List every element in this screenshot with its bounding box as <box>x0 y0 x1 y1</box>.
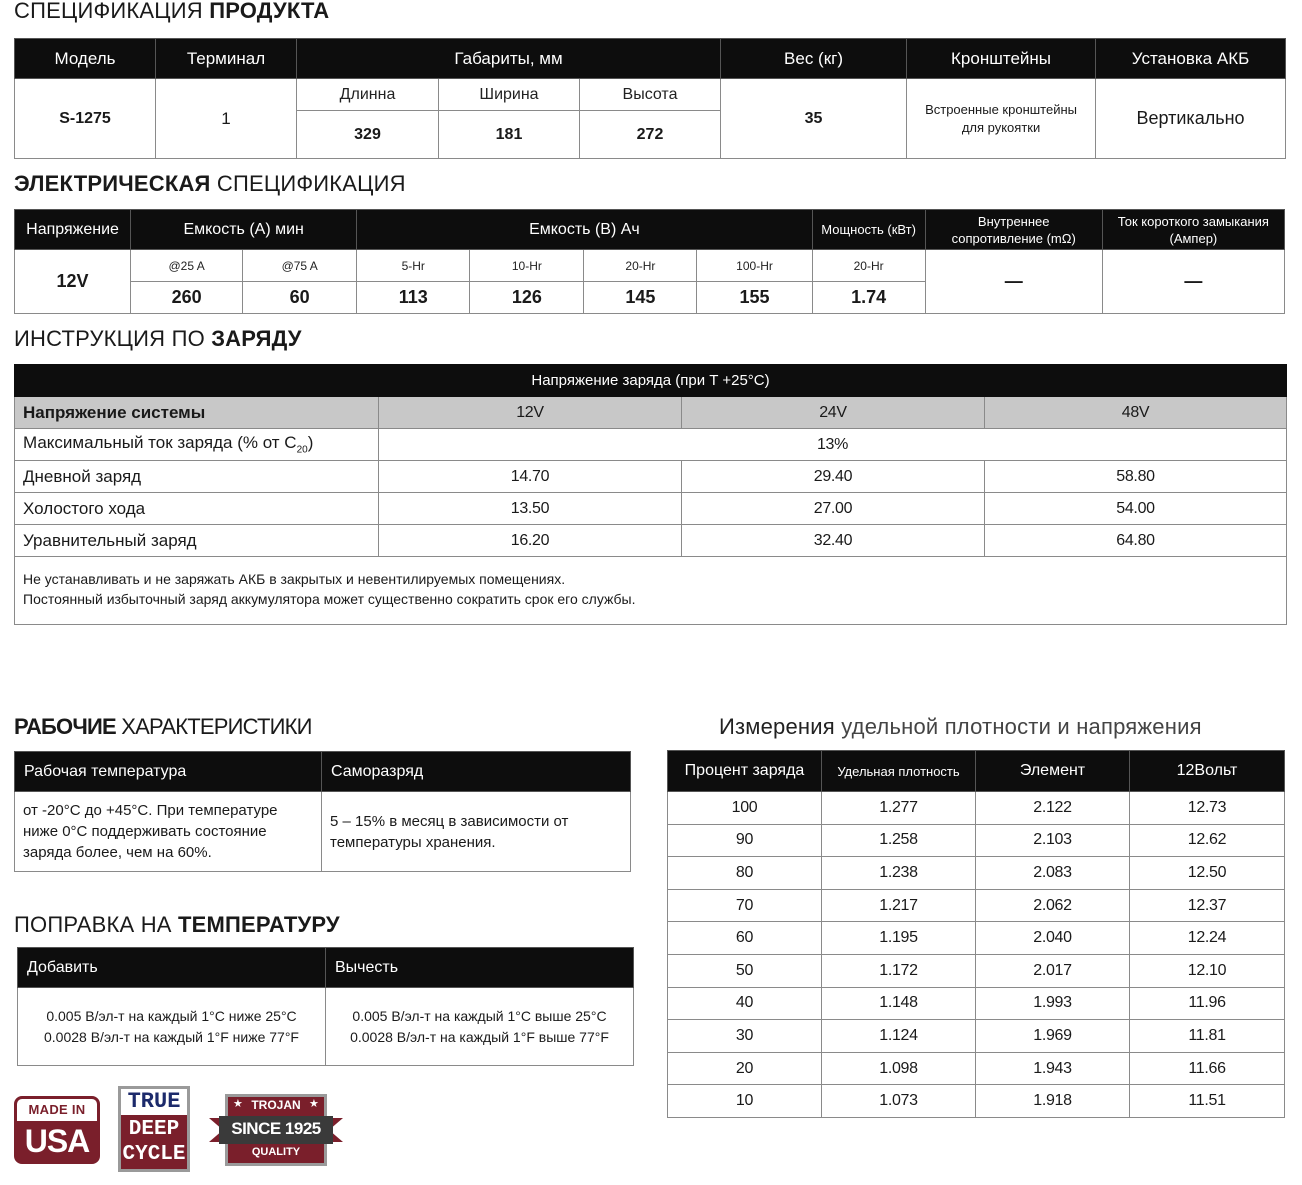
operating-temp-text: от -20°C до +45°C. При температуре ниже 0°C поддерживать состояние заряда более, чем на 60%. <box>15 792 322 872</box>
star-icon: ★ <box>233 1098 243 1110</box>
charging-title: ИНСТРУКЦИЯ ПО ЗАРЯДУ <box>14 326 302 351</box>
subtract-text: 0.005 В/эл-т на каждый 1°C выше 25°C 0.0028 В/эл-т на каждый 1°F выше 77°F <box>326 988 634 1066</box>
density-cell: 1.258 <box>822 824 976 857</box>
percent-cell: 20 <box>668 1052 822 1085</box>
volt-cell: 12.73 <box>1130 792 1285 825</box>
sub-header: @25 A <box>131 250 243 282</box>
true-deep-cycle-logo: TRUE DEEP CYCLE <box>118 1086 190 1172</box>
sub-header: 5-Hr <box>357 250 470 282</box>
cap-a-value: 260 <box>131 282 243 314</box>
volt-cell: 11.66 <box>1130 1052 1285 1085</box>
density-cell: 1.148 <box>822 987 976 1020</box>
max-current-label: Максимальный ток заряда (% от $C_{20}$) <box>15 429 379 461</box>
header-model: Модель <box>15 39 156 79</box>
operating-title: РАБОЧИЕ ХАРАКТЕРИСТИКИ <box>14 714 312 739</box>
percent-cell: 80 <box>668 857 822 890</box>
charge-value: 58.80 <box>985 461 1287 493</box>
density-table <box>667 750 1285 1118</box>
header-short-circuit: Ток короткого замыкания (Ампер) <box>1102 210 1284 250</box>
header-12v: 12Вольт <box>1130 751 1285 792</box>
header-density: Удельная плотность <box>822 751 976 792</box>
table-row <box>668 1052 1285 1085</box>
model-value: S-1275 <box>15 79 156 159</box>
trojan-since-1925-logo: TROJAN SINCE 1925 QUALITY ★ ★ <box>209 1094 343 1166</box>
density-title: Измерения удельной плотности и напряжения <box>719 714 1202 739</box>
temp-correction-title: ПОПРАВКА НА ТЕМПЕРАТУРУ <box>14 912 340 937</box>
density-cell: 1.124 <box>822 1020 976 1053</box>
density-cell: 1.195 <box>822 922 976 955</box>
deep-cycle-band: DEEP CYCLE <box>121 1115 187 1169</box>
element-cell: 2.122 <box>976 792 1130 825</box>
charge-voltage-header: Напряжение заряда (при T +25°C) <box>15 365 1287 397</box>
cap-b-value: 113 <box>357 282 470 314</box>
sub-header: 20-Hr <box>812 250 925 282</box>
table-row <box>668 987 1285 1020</box>
dim-width-header: Ширина <box>439 79 580 111</box>
volt-cell: 12.62 <box>1130 824 1285 857</box>
install-value: Вертикально <box>1096 79 1286 159</box>
electrical-spec-title: ЭЛЕКТРИЧЕСКАЯ СПЕЦИФИКАЦИЯ <box>14 171 406 196</box>
density-cell: 1.073 <box>822 1085 976 1118</box>
table-row <box>668 954 1285 987</box>
element-cell: 1.969 <box>976 1020 1130 1053</box>
percent-cell: 100 <box>668 792 822 825</box>
element-cell: 1.918 <box>976 1085 1130 1118</box>
dim-height-header: Высота <box>580 79 721 111</box>
add-text: 0.005 В/эл-т на каждый 1°C ниже 25°C 0.0028 В/эл-т на каждый 1°F ниже 77°F <box>18 988 326 1066</box>
weight-value: 35 <box>721 79 907 159</box>
charge-value: 27.00 <box>682 493 985 525</box>
header-voltage: Напряжение <box>15 210 131 250</box>
cap-a-value: 60 <box>243 282 357 314</box>
element-cell: 1.993 <box>976 987 1130 1020</box>
charge-row-label: Холостого хода <box>15 493 379 525</box>
header-dimensions: Габариты, мм <box>297 39 721 79</box>
header-operating-temp: Рабочая температура <box>15 752 322 792</box>
charge-row-label: Уравнительный заряд <box>15 525 379 557</box>
self-discharge-text: 5 – 15% в месяц в зависимости от температуры хранения. <box>322 792 631 872</box>
cap-b-value: 145 <box>584 282 697 314</box>
sub-header: @75 A <box>243 250 357 282</box>
max-current-value: 13% <box>379 429 1287 461</box>
percent-cell: 50 <box>668 954 822 987</box>
element-cell: 2.083 <box>976 857 1130 890</box>
percent-cell: 70 <box>668 889 822 922</box>
header-subtract: Вычесть <box>326 948 634 988</box>
operating-table <box>14 751 631 872</box>
percent-cell: 90 <box>668 824 822 857</box>
header-percent: Процент заряда <box>668 751 822 792</box>
sub-header: 100-Hr <box>697 250 812 282</box>
density-cell: 1.098 <box>822 1052 976 1085</box>
voltage-value: 12V <box>15 250 131 314</box>
table-row <box>668 857 1285 890</box>
star-icon: ★ <box>309 1098 319 1110</box>
header-capacity-a: Емкость (A) мин <box>131 210 357 250</box>
system-voltage: 12V <box>379 397 682 429</box>
header-capacity-b: Емкость (B) Ач <box>357 210 812 250</box>
charge-row-label: Дневной заряд <box>15 461 379 493</box>
volt-cell: 11.51 <box>1130 1085 1285 1118</box>
product-spec-table <box>14 38 1286 159</box>
height-value: 272 <box>580 111 721 159</box>
table-row <box>668 824 1285 857</box>
header-resistance: Внутреннее сопротивление (mΩ) <box>925 210 1102 250</box>
charge-value: 13.50 <box>379 493 682 525</box>
element-cell: 2.103 <box>976 824 1130 857</box>
charging-note: Не устанавливать и не заряжать АКБ в закрытых и невентилируемых помещениях. Постоянный избыточный заряд аккумулятора может существенно сократить срок его службы. <box>15 557 1287 625</box>
header-install: Установка АКБ <box>1096 39 1286 79</box>
percent-cell: 60 <box>668 922 822 955</box>
cap-b-value: 155 <box>697 282 812 314</box>
header-terminal: Терминал <box>156 39 297 79</box>
volt-cell: 11.81 <box>1130 1020 1285 1053</box>
charge-value: 29.40 <box>682 461 985 493</box>
dim-length-header: Длинна <box>297 79 439 111</box>
volt-cell: 12.10 <box>1130 954 1285 987</box>
header-power: Мощность (кВт) <box>812 210 925 250</box>
system-voltage: 48V <box>985 397 1287 429</box>
table-row <box>668 922 1285 955</box>
header-self-discharge: Саморазряд <box>322 752 631 792</box>
charge-value: 16.20 <box>379 525 682 557</box>
element-cell: 1.943 <box>976 1052 1130 1085</box>
product-spec-title: СПЕЦИФИКАЦИЯ ПРОДУКТА <box>14 0 330 23</box>
charge-value: 54.00 <box>985 493 1287 525</box>
table-row <box>668 1085 1285 1118</box>
electrical-spec-table <box>14 209 1285 314</box>
percent-cell: 30 <box>668 1020 822 1053</box>
percent-cell: 40 <box>668 987 822 1020</box>
terminal-value: 1 <box>156 79 297 159</box>
table-row <box>668 792 1285 825</box>
system-voltage-label: Напряжение системы <box>15 397 379 429</box>
volt-cell: 12.37 <box>1130 889 1285 922</box>
temp-correction-table <box>17 947 634 1066</box>
volt-cell: 11.96 <box>1130 987 1285 1020</box>
power-value: 1.74 <box>812 282 925 314</box>
charge-value: 14.70 <box>379 461 682 493</box>
brackets-value: Встроенные кронштейны для рукоятки <box>907 79 1096 159</box>
header-add: Добавить <box>18 948 326 988</box>
short-circuit-value: — <box>1102 250 1284 314</box>
element-cell: 2.040 <box>976 922 1130 955</box>
width-value: 181 <box>439 111 580 159</box>
volt-cell: 12.24 <box>1130 922 1285 955</box>
volt-cell: 12.50 <box>1130 857 1285 890</box>
density-cell: 1.217 <box>822 889 976 922</box>
cap-b-value: 126 <box>470 282 584 314</box>
header-element: Элемент <box>976 751 1130 792</box>
sub-header: 20-Hr <box>584 250 697 282</box>
percent-cell: 10 <box>668 1085 822 1118</box>
resistance-value: — <box>925 250 1102 314</box>
charge-value: 64.80 <box>985 525 1287 557</box>
density-cell: 1.172 <box>822 954 976 987</box>
element-cell: 2.062 <box>976 889 1130 922</box>
table-row <box>668 1020 1285 1053</box>
element-cell: 2.017 <box>976 954 1130 987</box>
header-weight: Вес (кг) <box>721 39 907 79</box>
length-value: 329 <box>297 111 439 159</box>
made-in-usa-logo: MADE IN USA <box>14 1096 100 1164</box>
system-voltage: 24V <box>682 397 985 429</box>
table-row <box>668 889 1285 922</box>
header-brackets: Кронштейны <box>907 39 1096 79</box>
charge-value: 32.40 <box>682 525 985 557</box>
density-cell: 1.238 <box>822 857 976 890</box>
density-cell: 1.277 <box>822 792 976 825</box>
charging-table <box>14 364 1287 625</box>
sub-header: 10-Hr <box>470 250 584 282</box>
